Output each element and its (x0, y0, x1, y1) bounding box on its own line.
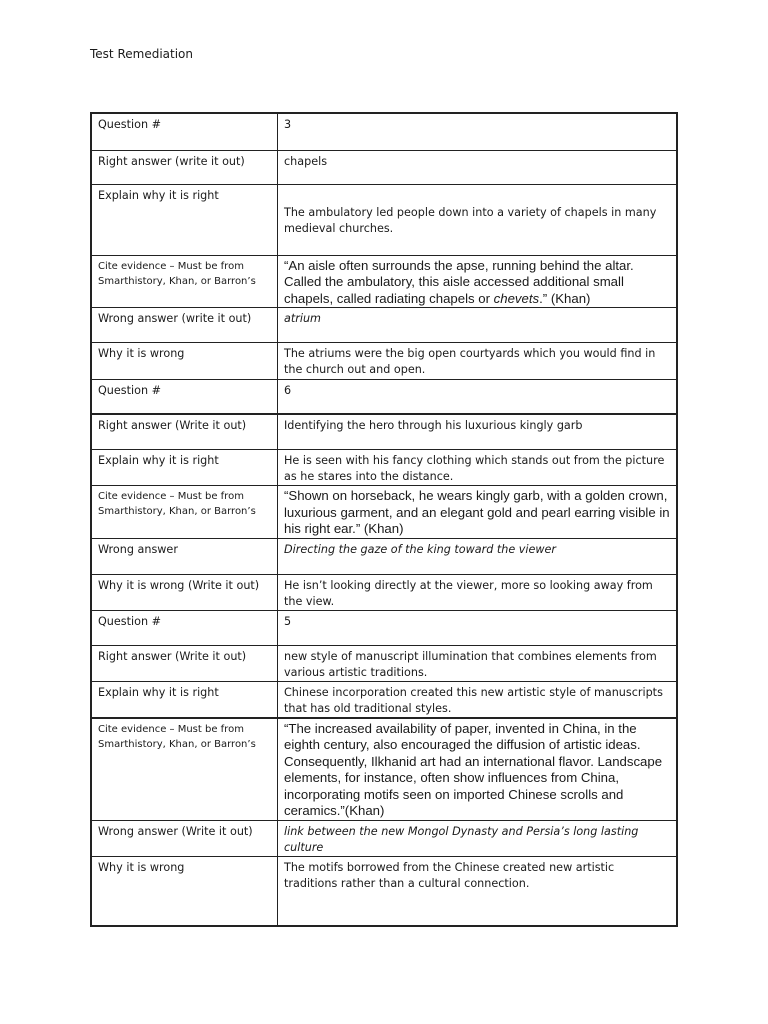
row-value: chapels (278, 150, 678, 184)
row-value: 3 (278, 113, 678, 150)
table-row (91, 150, 677, 184)
row-label: Explain why it is right (91, 184, 278, 255)
table-row (91, 538, 677, 574)
row-label: Question # (91, 113, 278, 150)
table-row (91, 820, 677, 856)
row-value (278, 255, 678, 308)
row-value: 5 (278, 610, 678, 645)
row-label: Cite evidence – Must be from Smarthistory, Khan, or Barron’s (91, 255, 278, 308)
row-value: link between the new Mongol Dynasty and Persia’s long lasting culture (278, 820, 678, 856)
row-label: Wrong answer (write it out) (91, 308, 278, 343)
row-label: Cite evidence – Must be from Smarthistory, Khan, or Barron’s (91, 718, 278, 821)
table-row (91, 414, 677, 450)
table-row (91, 856, 677, 926)
row-value: The motifs borrowed from the Chinese created new artistic traditions rather than a cultural connection. (278, 856, 678, 926)
table-row (91, 681, 677, 718)
row-value: new style of manuscript illumination that combines elements from various artistic traditions. (278, 645, 678, 681)
quote-citation: .” (Khan) (539, 290, 591, 306)
table-row (91, 450, 677, 486)
row-value: Identifying the hero through his luxurious kingly garb (278, 414, 678, 450)
row-value: 6 (278, 380, 678, 414)
row-label: Right answer (Write it out) (91, 645, 278, 681)
remediation-table (90, 112, 678, 927)
table-row (91, 645, 677, 681)
row-label: Explain why it is right (91, 681, 278, 718)
quote-emphasis: chevets (493, 290, 540, 306)
row-label: Why it is wrong (Write it out) (91, 574, 278, 610)
table-row (91, 610, 677, 645)
table-row (91, 343, 677, 380)
row-value: Chinese incorporation created this new artistic style of manuscripts that has old traditional styles. (278, 681, 678, 718)
page-header: Test Remediation (90, 47, 193, 61)
row-value: atrium (278, 308, 678, 343)
row-label: Question # (91, 380, 278, 414)
table-row (91, 486, 677, 539)
table-row (91, 574, 677, 610)
row-value: He isn’t looking directly at the viewer, more so looking away from the view. (278, 574, 678, 610)
row-label: Right answer (write it out) (91, 150, 278, 184)
table-row (91, 255, 677, 308)
row-label: Why it is wrong (91, 343, 278, 380)
row-label: Wrong answer (91, 538, 278, 574)
row-label: Question # (91, 610, 278, 645)
row-value: “Shown on horseback, he wears kingly garb, with a golden crown, luxurious garment, and an elegant gold and pearl earring visible in his right ear.” (Khan) (278, 486, 678, 539)
row-value: Directing the gaze of the king toward the viewer (278, 538, 678, 574)
table-row (91, 380, 677, 414)
row-value: “The increased availability of paper, invented in China, in the eighth century, also encouraged the diffusion of artistic ideas. Consequently, Ilkhanid art had an international flavor. Landscape elements, for instance, often show influences from China, incorporating motifs seen on imported Chinese scrolls and ceramics.”(Khan) (278, 718, 678, 821)
row-label: Right answer (Write it out) (91, 414, 278, 450)
table-row (91, 308, 677, 343)
row-value: He is seen with his fancy clothing which stands out from the picture as he stares into the distance. (278, 450, 678, 486)
row-label: Why it is wrong (91, 856, 278, 926)
row-value: The ambulatory led people down into a variety of chapels in many medieval churches. (278, 184, 678, 255)
quote-text: “An aisle often surrounds the apse, running behind the altar. Called the ambulatory, this aisle accessed additional small chapels, called radiating chapels or (284, 257, 634, 306)
table-row (91, 113, 677, 150)
row-label: Wrong answer (Write it out) (91, 820, 278, 856)
table-row (91, 184, 677, 255)
row-label: Explain why it is right (91, 450, 278, 486)
table-row (91, 718, 677, 821)
row-label: Cite evidence – Must be from Smarthistory, Khan, or Barron’s (91, 486, 278, 539)
row-value: The atriums were the big open courtyards which you would find in the church out and open. (278, 343, 678, 380)
